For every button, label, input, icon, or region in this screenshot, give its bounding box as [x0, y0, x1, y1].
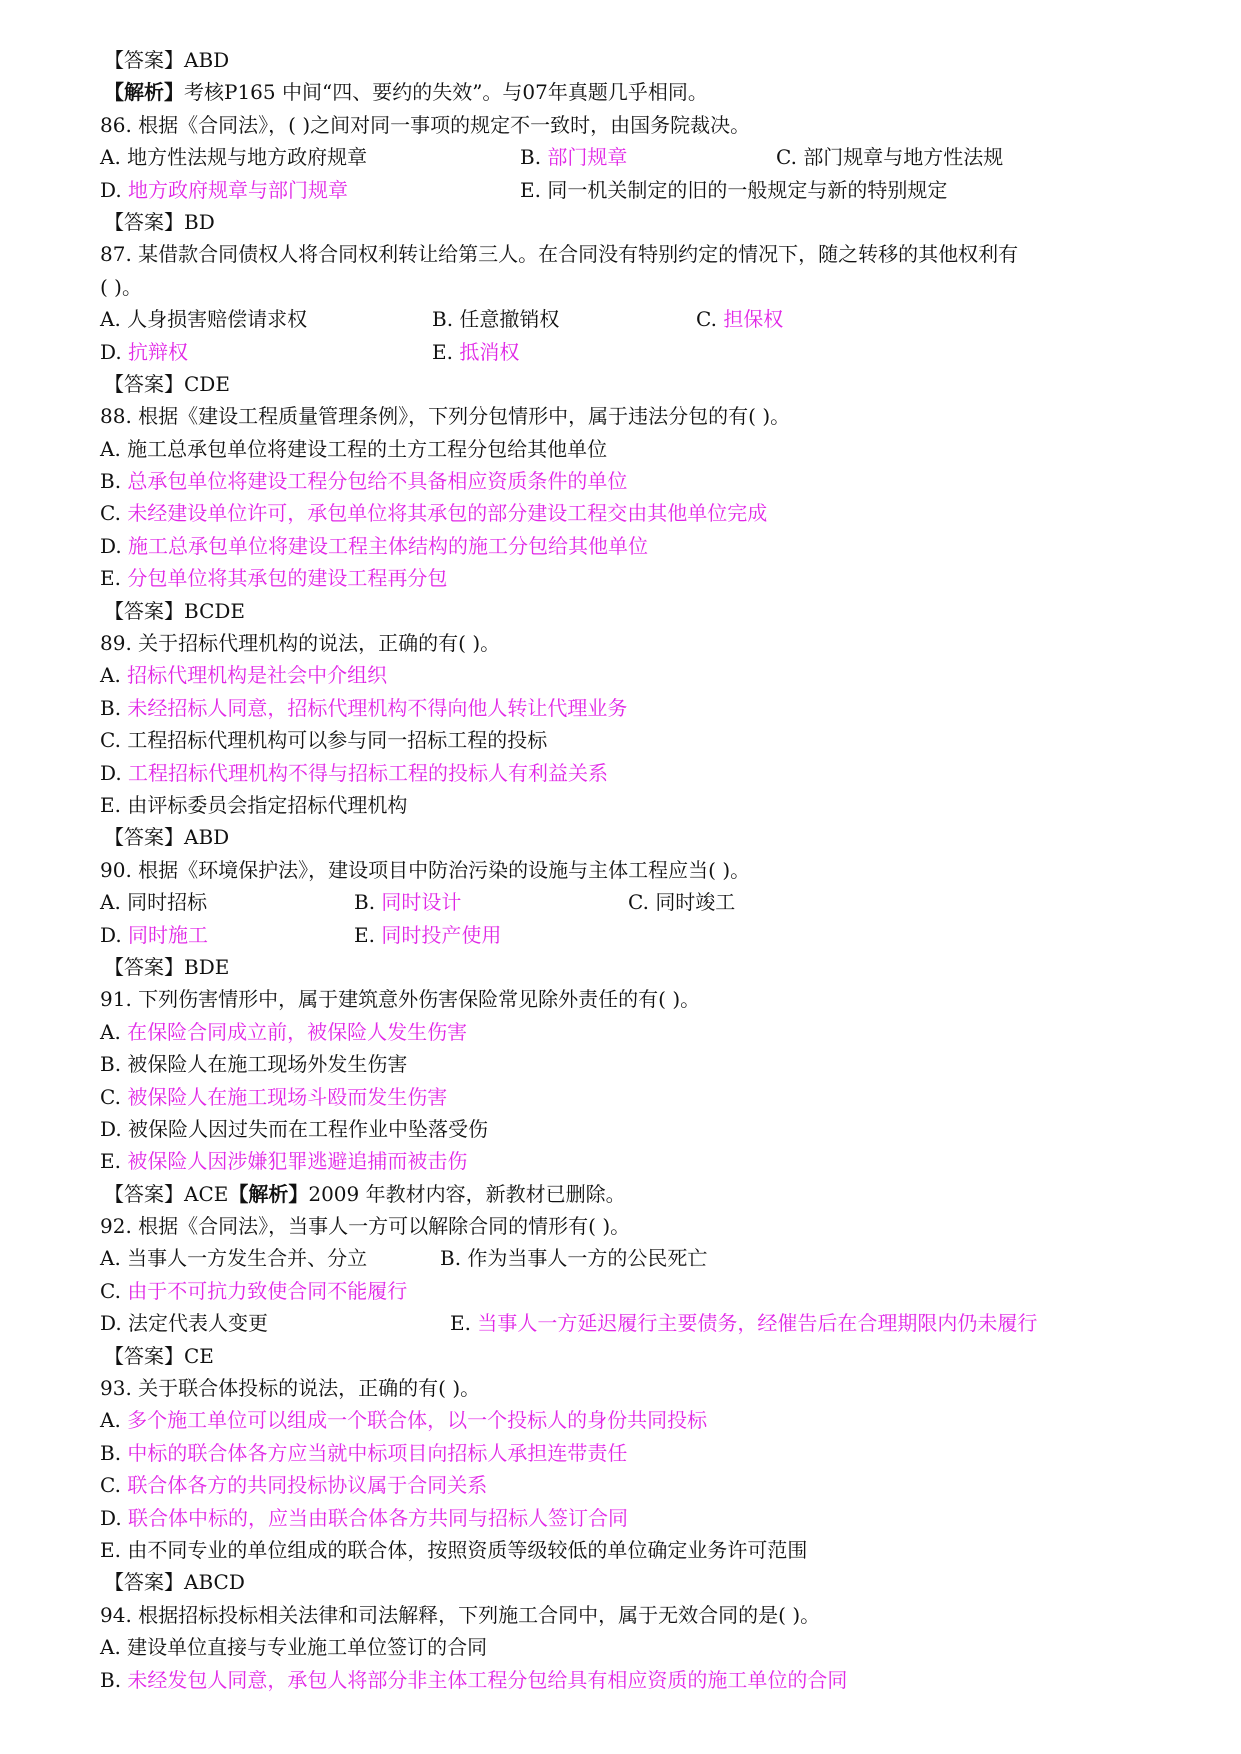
option-text: 工程招标代理机构不得与招标工程的投标人有利益关系	[128, 760, 609, 785]
option-text: 部门规章	[547, 145, 628, 170]
option-b	[432, 303, 559, 335]
option-text: 法定代表人变更	[128, 1311, 269, 1336]
option-text: 同时竣工	[655, 890, 736, 915]
option-letter: A.	[100, 436, 128, 461]
option-c	[100, 1275, 1160, 1307]
answer-text: 【答案】ABD	[104, 48, 230, 72]
answer-text: 【答案】ACE	[104, 1181, 229, 1206]
options-row	[100, 303, 1160, 335]
option-a	[100, 303, 307, 335]
option-letter: D.	[100, 339, 129, 364]
option-text: 工程招标代理机构可以参与同一招标工程的投标	[127, 728, 548, 753]
option-letter: D.	[100, 922, 129, 947]
option-c	[100, 1469, 1160, 1501]
option-letter: B.	[432, 307, 460, 332]
option-text: 联合体中标的，应当由联合体各方共同与招标人签订合同	[128, 1505, 629, 1530]
answer-line	[104, 206, 1160, 238]
explanation-text: 2009 年教材内容，新教材已删除。	[308, 1181, 626, 1206]
option-a	[100, 433, 1160, 465]
option-letter: E.	[520, 177, 548, 202]
option-e	[100, 1145, 1160, 1177]
options-row	[100, 174, 1160, 206]
option-a	[100, 659, 1160, 691]
option-text: 被保险人在施工现场外发生伤害	[127, 1052, 408, 1077]
option-letter: C.	[100, 501, 128, 526]
option-letter: E.	[100, 566, 128, 591]
answer-text: 【答案】BDE	[104, 954, 230, 979]
question-text: 92. 根据《合同法》，当事人一方可以解除合同的情形有( )。	[100, 1214, 631, 1239]
option-c	[100, 724, 1160, 756]
option-e	[354, 919, 501, 951]
option-c	[100, 1081, 1160, 1113]
option-b	[100, 1437, 1160, 1469]
answer-line	[104, 821, 1160, 853]
option-letter: E.	[100, 1149, 128, 1174]
option-b	[100, 692, 1160, 724]
option-b	[100, 465, 1160, 497]
option-letter: A.	[100, 1019, 128, 1044]
options-row	[100, 919, 1160, 951]
option-text: 同时施工	[128, 922, 209, 947]
option-text: 由于不可抗力致使合同不能履行	[127, 1278, 408, 1303]
option-c	[100, 497, 1160, 529]
answer-line	[104, 951, 1160, 983]
option-b	[354, 886, 461, 918]
option-d	[100, 1113, 1160, 1145]
answer-line	[104, 44, 1160, 76]
option-text: 未经建设单位许可，承包单位将其承包的部分建设工程交由其他单位完成	[127, 501, 768, 526]
answer-line	[104, 1340, 1160, 1372]
option-e	[100, 1534, 1160, 1566]
answer-text: 【答案】ABD	[104, 825, 230, 850]
option-text: 被保险人因过失而在工程作业中坠落受伤	[128, 1116, 489, 1141]
answer-line	[104, 1178, 1160, 1210]
option-text: 地方政府规章与部门规章	[128, 177, 349, 202]
option-letter: B.	[100, 469, 128, 494]
option-b	[100, 1048, 1160, 1080]
option-text: 当事人一方发生合并、分立	[127, 1246, 368, 1271]
option-text: 抵消权	[459, 339, 520, 364]
option-text: 在保险合同成立前，被保险人发生伤害	[127, 1019, 468, 1044]
option-letter: C.	[100, 1473, 128, 1498]
question-text-continued: ( )。	[100, 274, 142, 299]
option-d	[100, 919, 208, 951]
option-d	[100, 1502, 1160, 1534]
option-text: 人身损害赔偿请求权	[127, 307, 308, 332]
option-text: 作为当事人一方的公民死亡	[467, 1246, 708, 1271]
option-letter: A.	[100, 145, 128, 170]
option-letter: D.	[100, 1505, 129, 1530]
question-text: 89. 关于招标代理机构的说法，正确的有( )。	[100, 631, 501, 656]
option-e	[520, 174, 947, 206]
explanation-text: 考核P165 中间“四、要约的失效”。与07年真题几乎相同。	[184, 80, 708, 105]
option-text: 担保权	[723, 307, 784, 332]
options-row	[100, 141, 1160, 173]
option-e	[432, 336, 519, 368]
option-letter: B.	[354, 890, 382, 915]
option-text: 总承包单位将建设工程分包给不具备相应资质条件的单位	[127, 469, 628, 494]
option-text: 联合体各方的共同投标协议属于合同关系	[127, 1473, 488, 1498]
option-text: 未经招标人同意，招标代理机构不得向他人转让代理业务	[127, 695, 628, 720]
option-letter: E.	[100, 1537, 128, 1562]
options-row	[100, 1242, 1160, 1274]
option-letter: C.	[776, 145, 804, 170]
option-text: 施工总承包单位将建设工程主体结构的施工分包给其他单位	[128, 533, 649, 558]
option-d	[100, 174, 348, 206]
answer-text: 【答案】ABCD	[104, 1570, 245, 1595]
option-d	[100, 757, 1160, 789]
option-a	[100, 141, 367, 173]
option-text: 招标代理机构是社会中介组织	[127, 663, 388, 688]
option-c	[776, 141, 1003, 173]
explanation-label: 【解析】	[104, 80, 184, 105]
option-letter: E.	[432, 339, 460, 364]
option-text: 被保险人因涉嫌犯罪逃避追捕而被击伤	[127, 1149, 468, 1174]
question-text: 88. 根据《建设工程质量管理条例》，下列分包情形中，属于违法分包的有( )。	[100, 404, 791, 429]
option-e	[100, 562, 1160, 594]
option-letter: B.	[100, 695, 128, 720]
option-e	[100, 789, 1160, 821]
option-letter: D.	[100, 760, 129, 785]
option-letter: D.	[100, 533, 129, 558]
options-row	[100, 336, 1160, 368]
option-text: 施工总承包单位将建设工程的土方工程分包给其他单位	[127, 436, 608, 461]
option-letter: B.	[100, 1052, 128, 1077]
option-text: 同时设计	[381, 890, 462, 915]
option-text: 当事人一方延迟履行主要债务，经催告后在合理期限内仍未履行	[477, 1311, 1038, 1336]
option-letter: D.	[100, 1311, 129, 1336]
option-b	[440, 1242, 707, 1274]
explanation-label: 【解析】	[228, 1181, 309, 1206]
option-text: 同时投产使用	[381, 922, 502, 947]
option-letter: C.	[628, 890, 656, 915]
question-text: 91. 下列伤害情形中，属于建筑意外伤害保险常见除外责任的有( )。	[100, 987, 701, 1012]
option-text: 任意撤销权	[459, 307, 560, 332]
option-letter: C.	[696, 307, 724, 332]
option-letter: A.	[100, 890, 128, 915]
question-text: 87. 某借款合同债权人将合同权利转让给第三人。在合同没有特别约定的情况下，随之转移的其他权利有	[100, 242, 1019, 267]
option-text: 分包单位将其承包的建设工程再分包	[127, 566, 448, 591]
option-a	[100, 886, 207, 918]
option-letter: B.	[100, 1440, 128, 1465]
option-text: 建设单位直接与专业施工单位签订的合同	[127, 1635, 488, 1660]
question-text: 94. 根据招标投标相关法律和司法解释，下列施工合同中，属于无效合同的是( )。	[100, 1602, 821, 1627]
option-a	[100, 1631, 1160, 1663]
document-page	[100, 44, 1160, 1696]
option-letter: B.	[440, 1246, 468, 1271]
option-d	[100, 530, 1160, 562]
question-text: 86. 根据《合同法》，( )之间对同一事项的规定不一致时，由国务院裁决。	[100, 112, 751, 137]
option-letter: B.	[100, 1667, 128, 1692]
question-text: 93. 关于联合体投标的说法，正确的有( )。	[100, 1376, 481, 1401]
answer-text: 【答案】CDE	[104, 371, 230, 396]
option-letter: A.	[100, 1635, 128, 1660]
option-c	[696, 303, 783, 335]
option-c	[628, 886, 735, 918]
option-letter: D.	[100, 1116, 129, 1141]
option-text: 中标的联合体各方应当就中标项目向招标人承担连带责任	[127, 1440, 628, 1465]
option-text: 地方性法规与地方政府规章	[127, 145, 368, 170]
option-b	[520, 141, 627, 173]
option-text: 由评标委员会指定招标代理机构	[127, 792, 408, 817]
question-text: 90. 根据《环境保护法》，建设项目中防治污染的设施与主体工程应当( )。	[100, 857, 751, 882]
option-letter: B.	[520, 145, 548, 170]
option-letter: A.	[100, 663, 128, 688]
option-letter: A.	[100, 1408, 128, 1433]
answer-line	[104, 368, 1160, 400]
option-letter: A.	[100, 1246, 128, 1271]
answer-line	[104, 595, 1160, 627]
option-a	[100, 1242, 367, 1274]
option-text: 被保险人在施工现场斗殴而发生伤害	[127, 1084, 448, 1109]
answer-text: 【答案】BCDE	[104, 598, 246, 623]
option-b	[100, 1664, 1160, 1696]
option-text: 未经发包人同意，承包人将部分非主体工程分包给具有相应资质的施工单位的合同	[127, 1667, 848, 1692]
option-text: 同一机关制定的旧的一般规定与新的特别规定	[547, 177, 948, 202]
option-e	[450, 1307, 1037, 1339]
option-letter: E.	[100, 792, 128, 817]
options-row	[100, 1307, 1160, 1339]
option-d	[100, 1307, 268, 1339]
option-text: 多个施工单位可以组成一个联合体，以一个投标人的身份共同投标	[127, 1408, 708, 1433]
answer-line	[104, 1566, 1160, 1598]
explanation-line	[104, 76, 1160, 108]
options-row	[100, 886, 1160, 918]
option-letter: E.	[450, 1311, 478, 1336]
option-letter: C.	[100, 1278, 128, 1303]
option-a	[100, 1404, 1160, 1436]
option-letter: E.	[354, 922, 382, 947]
option-letter: C.	[100, 728, 128, 753]
option-text: 由不同专业的单位组成的联合体，按照资质等级较低的单位确定业务许可范围	[127, 1537, 808, 1562]
option-text: 同时招标	[127, 890, 208, 915]
option-text: 抗辩权	[128, 339, 189, 364]
option-letter: D.	[100, 177, 129, 202]
option-letter: C.	[100, 1084, 128, 1109]
option-letter: A.	[100, 307, 128, 332]
answer-text: 【答案】BD	[104, 209, 215, 234]
option-d	[100, 336, 188, 368]
option-text: 部门规章与地方性法规	[803, 145, 1004, 170]
option-a	[100, 1016, 1160, 1048]
answer-text: 【答案】CE	[104, 1343, 214, 1368]
